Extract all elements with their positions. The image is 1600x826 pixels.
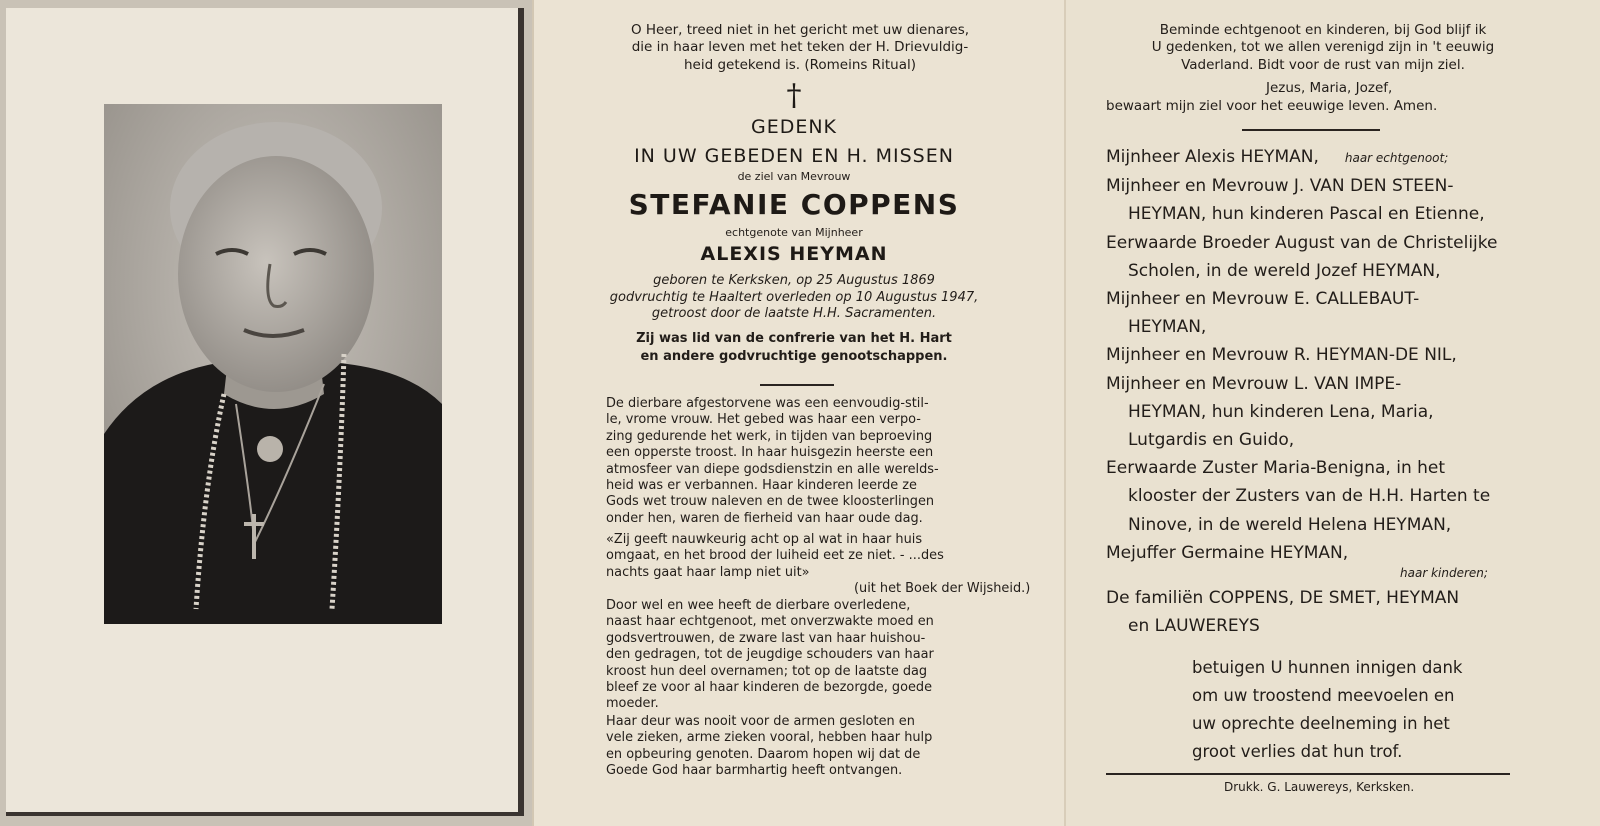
- confrerie-info: [534, 330, 1054, 365]
- opening-verse: [534, 22, 1066, 74]
- wisdom-quote: [606, 532, 944, 581]
- family-line: Eerwaarde Broeder August van de Christelijke: [1106, 232, 1498, 253]
- body-line: Door wel en wee heeft de dierbare overledene,: [606, 598, 911, 613]
- biography-paragraph-2: [606, 598, 934, 713]
- body-line: le, vrome vrouw. Het gebed was haar een verpo-: [606, 412, 921, 428]
- body-line: den gedragen, tot de jeugdige schouders van haar: [606, 647, 934, 663]
- body-line: godsvertrouwen, de zware last van haar huishou-: [606, 630, 926, 646]
- closing-verse: [1066, 22, 1580, 74]
- family-list: [1106, 143, 1497, 567]
- spouse-name: ALEXIS HEYMAN: [700, 243, 888, 265]
- body-line: naast haar echtgenoot, met onverzwakte moed en: [606, 614, 934, 630]
- verse-line: O Heer, treed niet in het gericht met uw dienares,: [630, 22, 970, 38]
- family-line: Scholen, in de wereld Jozef HEYMAN,: [1128, 260, 1441, 281]
- photo-card: [6, 8, 524, 816]
- thanks-line: betuigen U hunnen innigen dank: [1192, 658, 1463, 677]
- quote-line: «Zij geeft nauwkeurig acht op al wat in haar huis: [606, 532, 923, 547]
- portrait-illustration: [104, 104, 442, 624]
- family-line: Mijnheer en Mevrouw J. VAN DEN STEEN-: [1106, 176, 1454, 197]
- body-line: een opperste troost. In haar huisgezin heerste een: [606, 445, 934, 461]
- quote-source: (uit het Boek der Wijsheid.): [854, 581, 1031, 596]
- family-line: en LAUWEREYS: [1128, 616, 1260, 636]
- gedenk-heading: GEDENK: [750, 116, 838, 138]
- divider: [760, 384, 834, 386]
- family-line: Ninove, in de wereld Helena HEYMAN,: [1128, 514, 1452, 535]
- body-line: atmosfeer van diepe godsdienstzin en alle werelds-: [606, 461, 939, 477]
- body-line: bleef ze voor al haar kinderen de bezorgde, goede: [606, 680, 932, 696]
- verse-line: die in haar leven met het teken der H. Drievuldig-: [631, 39, 969, 56]
- body-line: moeder.: [606, 696, 659, 712]
- bewaart-line: bewaart mijn ziel voor het eeuwige leven. Amen.: [1106, 98, 1438, 114]
- deceased-name: STEFANIE COPPENS: [628, 188, 960, 221]
- verse-line: heid getekend is. (Romeins Ritual): [683, 56, 917, 73]
- jezus-maria-jozef: Jezus, Maria, Jozef,: [1266, 80, 1393, 96]
- body-line: en opbeuring genoten. Daarom hopen wij dat de: [606, 746, 921, 762]
- divider: [1242, 129, 1380, 131]
- kinderen-note: haar kinderen;: [1400, 566, 1488, 580]
- biography-paragraph-1: [606, 396, 939, 527]
- body-line: vele zieken, arme zieken vooral, hebben haar hulp: [606, 730, 933, 746]
- biography-paragraph-3: [606, 714, 932, 780]
- body-line: heid was er verbannen. Haar kinderen leerde ze: [606, 478, 917, 494]
- body-line: De dierbare afgestorvene was een eenvoudig-stil-: [606, 396, 929, 411]
- family-line: Lutgardis en Guido,: [1128, 430, 1295, 451]
- family-line: Mijnheer en Mevrouw E. CALLEBAUT-: [1106, 289, 1420, 310]
- family-line: Mijnheer en Mevrouw R. HEYMAN-DE NIL,: [1106, 345, 1457, 366]
- family-line: HEYMAN, hun kinderen Lena, Maria,: [1128, 401, 1434, 422]
- family-line: Mijnheer en Mevrouw L. VAN IMPE-: [1106, 373, 1402, 394]
- body-line: zing gedurende het werk, in tijden van beproeving: [606, 428, 933, 444]
- family-line: Eerwaarde Zuster Maria-Benigna, in het: [1106, 458, 1446, 479]
- thanks-line: uw oprechte deelneming in het: [1192, 714, 1450, 733]
- text-panel-middle: [532, 0, 1064, 826]
- quote-line: nachts gaat haar lamp niet uit»: [606, 564, 810, 580]
- body-line: kroost hun deel overnamen; tot op de laatste dag: [606, 663, 928, 679]
- portrait-photo: [104, 104, 442, 624]
- body-line: Goede God haar barmhartig heeft ontvangen.: [606, 763, 903, 779]
- spouse-intro: echtgenote van Mijnheer: [725, 226, 863, 239]
- photo-panel: [0, 0, 532, 826]
- family-text: Mijnheer Alexis HEYMAN,: [1106, 147, 1319, 167]
- familien-list: [1106, 584, 1459, 640]
- verse-line: Beminde echtgenoot en kinderen, bij God blijf ik: [1159, 22, 1487, 38]
- gebeden-heading: IN UW GEBEDEN EN H. MISSEN: [634, 145, 954, 167]
- family-line: [1106, 143, 1497, 172]
- body-line: Haar deur was nooit voor de armen gesloten en: [606, 714, 915, 729]
- family-line: HEYMAN, hun kinderen Pascal en Etienne,: [1128, 204, 1485, 225]
- text-panel-right: [1064, 0, 1600, 826]
- printer-credit: Drukk. G. Lauwereys, Kerksken.: [1224, 780, 1415, 794]
- verse-line: U gedenken, tot we allen verenigd zijn in 't eeuwig: [1151, 39, 1495, 56]
- family-line: HEYMAN,: [1128, 317, 1207, 338]
- info-line: en andere godvruchtige genootschappen.: [640, 348, 948, 364]
- thanks-line: groot verlies dat hun trof.: [1192, 742, 1403, 761]
- ziel-van-label: de ziel van Mevrouw: [737, 170, 851, 183]
- body-line: onder hen, waren de fierheid van haar oude dag.: [606, 510, 923, 526]
- quote-line: omgaat, en het brood der luiheid eet ze niet. - ...des: [606, 548, 944, 564]
- cross-symbol: †: [786, 78, 802, 113]
- verse-line: Vaderland. Bidt voor de rust van mijn ziel.: [1181, 56, 1465, 73]
- info-line: getroost door de laatste H.H. Sacramenten.: [651, 306, 937, 321]
- info-line: geboren te Kerksken, op 25 Augustus 1869: [653, 273, 935, 288]
- info-line: godvruchtig te Haaltert overleden op 10 Augustus 1947,: [609, 289, 979, 305]
- divider: [1106, 773, 1510, 775]
- family-line: De familiën COPPENS, DE SMET, HEYMAN: [1106, 588, 1460, 608]
- family-note: haar echtgenoot;: [1344, 151, 1449, 165]
- birth-death-info: [534, 273, 1054, 323]
- family-line: Mejuffer Germaine HEYMAN,: [1106, 542, 1349, 563]
- family-line: klooster der Zusters van de H.H. Harten te: [1128, 486, 1491, 507]
- thanks-text: [1192, 654, 1462, 766]
- info-line: Zij was lid van de confrerie van het H. Hart: [636, 331, 952, 346]
- thanks-line: om uw troostend meevoelen en: [1192, 686, 1455, 705]
- body-line: Gods wet trouw naleven en de twee kloosterlingen: [606, 494, 935, 510]
